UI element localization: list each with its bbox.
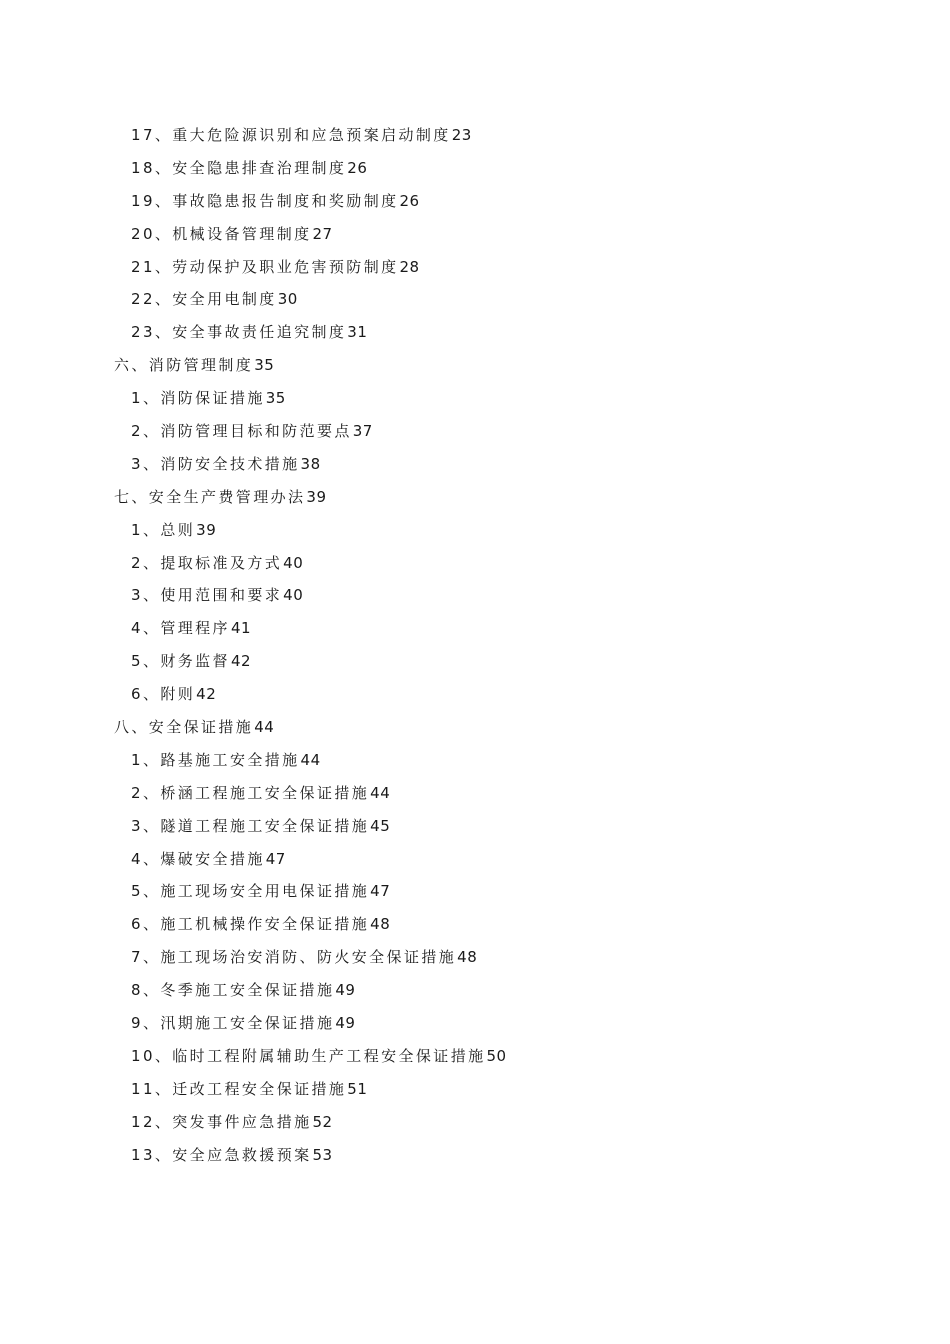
toc-subsection-entry[interactable] [0, 547, 950, 580]
toc-entry-page-number: 35 [265, 389, 286, 408]
toc-entry-page-number: 37 [352, 422, 373, 441]
toc-subsection-entry[interactable] [0, 1040, 950, 1073]
toc-entry-page-number: 48 [457, 948, 478, 967]
toc-subsection-entry[interactable] [0, 579, 950, 612]
toc-entry-title: 3、使用范围和要求 [131, 586, 283, 605]
toc-subsection-entry[interactable] [0, 382, 950, 415]
toc-entry-page-number: 51 [347, 1079, 368, 1098]
toc-entry-title: 2、消防管理目标和防范要点 [131, 422, 352, 441]
toc-entry-title: 17、重大危险源识别和应急预案启动制度 [131, 126, 451, 144]
toc-entry-page-number: 31 [347, 323, 368, 342]
toc-entry-page-number: 41 [230, 619, 252, 638]
toc-entry-page-number: 27 [312, 224, 333, 243]
toc-entry-title: 六、消防管理制度 [114, 356, 254, 375]
toc-entry-page-number: 23 [451, 126, 472, 144]
toc-entry-page-number: 48 [370, 915, 391, 934]
toc-entry-page-number: 44 [254, 718, 275, 737]
toc-entry-title: 7、施工现场治安消防、防火安全保证措施 [131, 948, 457, 967]
toc-entry-page-number: 26 [347, 158, 368, 177]
toc-subsection-entry[interactable] [0, 678, 950, 711]
table-of-contents [0, 119, 950, 1172]
toc-entry-title: 19、事故隐患报告制度和奖励制度 [131, 191, 399, 210]
toc-entry-title: 1、消防保证措施 [131, 389, 265, 408]
toc-subsection-entry[interactable] [0, 645, 950, 678]
toc-entry-page-number: 38 [300, 454, 321, 473]
toc-entry-page-number: 47 [265, 849, 286, 868]
toc-entry-title: 20、机械设备管理制度 [131, 224, 312, 243]
toc-subsection-entry[interactable] [0, 810, 950, 843]
toc-entry-title: 1、总则 [131, 520, 196, 539]
toc-entry-title: 12、突发事件应急措施 [131, 1112, 312, 1131]
toc-entry-title: 22、安全用电制度 [131, 290, 277, 309]
toc-entry-page-number: 35 [254, 356, 275, 375]
toc-subsection-entry[interactable] [0, 119, 950, 152]
toc-entry-title: 8、冬季施工安全保证措施 [131, 981, 335, 1000]
toc-entry-title: 6、附则 [131, 685, 196, 704]
toc-entry-title: 5、施工现场安全用电保证措施 [131, 882, 370, 901]
toc-entry-title: 5、财务监督 [131, 652, 230, 671]
toc-subsection-entry[interactable] [0, 974, 950, 1007]
toc-section-entry[interactable] [0, 481, 950, 514]
toc-entry-page-number: 30 [277, 290, 298, 309]
toc-entry-page-number: 44 [300, 750, 321, 769]
toc-section-entry[interactable] [0, 349, 950, 382]
toc-entry-title: 18、安全隐患排查治理制度 [131, 158, 347, 177]
toc-entry-page-number: 52 [312, 1112, 333, 1131]
toc-entry-page-number: 39 [306, 487, 327, 506]
toc-subsection-entry[interactable] [0, 218, 950, 251]
toc-subsection-entry[interactable] [0, 941, 950, 974]
toc-entry-title: 2、桥涵工程施工安全保证措施 [131, 783, 370, 802]
toc-entry-page-number: 49 [335, 1014, 356, 1033]
toc-entry-title: 4、管理程序 [131, 619, 230, 638]
toc-subsection-entry[interactable] [0, 415, 950, 448]
toc-entry-title: 13、安全应急救援预案 [131, 1145, 312, 1164]
toc-entry-page-number: 53 [312, 1145, 333, 1164]
toc-subsection-entry[interactable] [0, 152, 950, 185]
toc-section-entry[interactable] [0, 711, 950, 744]
toc-subsection-entry[interactable] [0, 1073, 950, 1106]
toc-subsection-entry[interactable] [0, 1106, 950, 1139]
toc-subsection-entry[interactable] [0, 448, 950, 481]
toc-subsection-entry[interactable] [0, 908, 950, 941]
toc-subsection-entry[interactable] [0, 1007, 950, 1040]
toc-entry-title: 23、安全事故责任追究制度 [131, 323, 347, 342]
toc-entry-page-number: 42 [230, 652, 252, 671]
toc-subsection-entry[interactable] [0, 843, 950, 876]
toc-subsection-entry[interactable] [0, 744, 950, 777]
toc-subsection-entry[interactable] [0, 875, 950, 908]
toc-entry-title: 4、爆破安全措施 [131, 849, 265, 868]
toc-entry-page-number: 50 [486, 1046, 507, 1065]
toc-subsection-entry[interactable] [0, 514, 950, 547]
toc-subsection-entry[interactable] [0, 612, 950, 645]
toc-entry-page-number: 44 [370, 783, 391, 802]
toc-subsection-entry[interactable] [0, 777, 950, 810]
toc-entry-page-number: 45 [370, 816, 391, 835]
toc-subsection-entry[interactable] [0, 251, 950, 284]
toc-entry-page-number: 40 [283, 553, 304, 572]
toc-entry-page-number: 28 [399, 257, 420, 276]
toc-entry-page-number: 47 [370, 882, 391, 901]
toc-entry-title: 21、劳动保护及职业危害预防制度 [131, 257, 399, 276]
toc-entry-page-number: 40 [283, 586, 304, 605]
toc-subsection-entry[interactable] [0, 316, 950, 349]
toc-subsection-entry[interactable] [0, 185, 950, 218]
toc-entry-title: 1、路基施工安全措施 [131, 750, 300, 769]
toc-entry-title: 10、临时工程附属辅助生产工程安全保证措施 [131, 1046, 486, 1065]
toc-entry-title: 9、汛期施工安全保证措施 [131, 1014, 335, 1033]
toc-entry-page-number: 49 [335, 981, 356, 1000]
toc-entry-page-number: 39 [196, 520, 217, 539]
toc-subsection-entry[interactable] [0, 283, 950, 316]
toc-entry-page-number: 26 [399, 191, 420, 210]
toc-entry-title: 七、安全生产费管理办法 [114, 487, 306, 506]
toc-entry-title: 八、安全保证措施 [114, 718, 254, 737]
toc-subsection-entry[interactable] [0, 1139, 950, 1172]
toc-entry-title: 11、迁改工程安全保证措施 [131, 1079, 347, 1098]
toc-entry-title: 6、施工机械操作安全保证措施 [131, 915, 370, 934]
toc-entry-page-number: 42 [196, 685, 217, 704]
toc-entry-title: 2、提取标准及方式 [131, 553, 283, 572]
toc-entry-title: 3、隧道工程施工安全保证措施 [131, 816, 370, 835]
toc-entry-title: 3、消防安全技术措施 [131, 454, 300, 473]
